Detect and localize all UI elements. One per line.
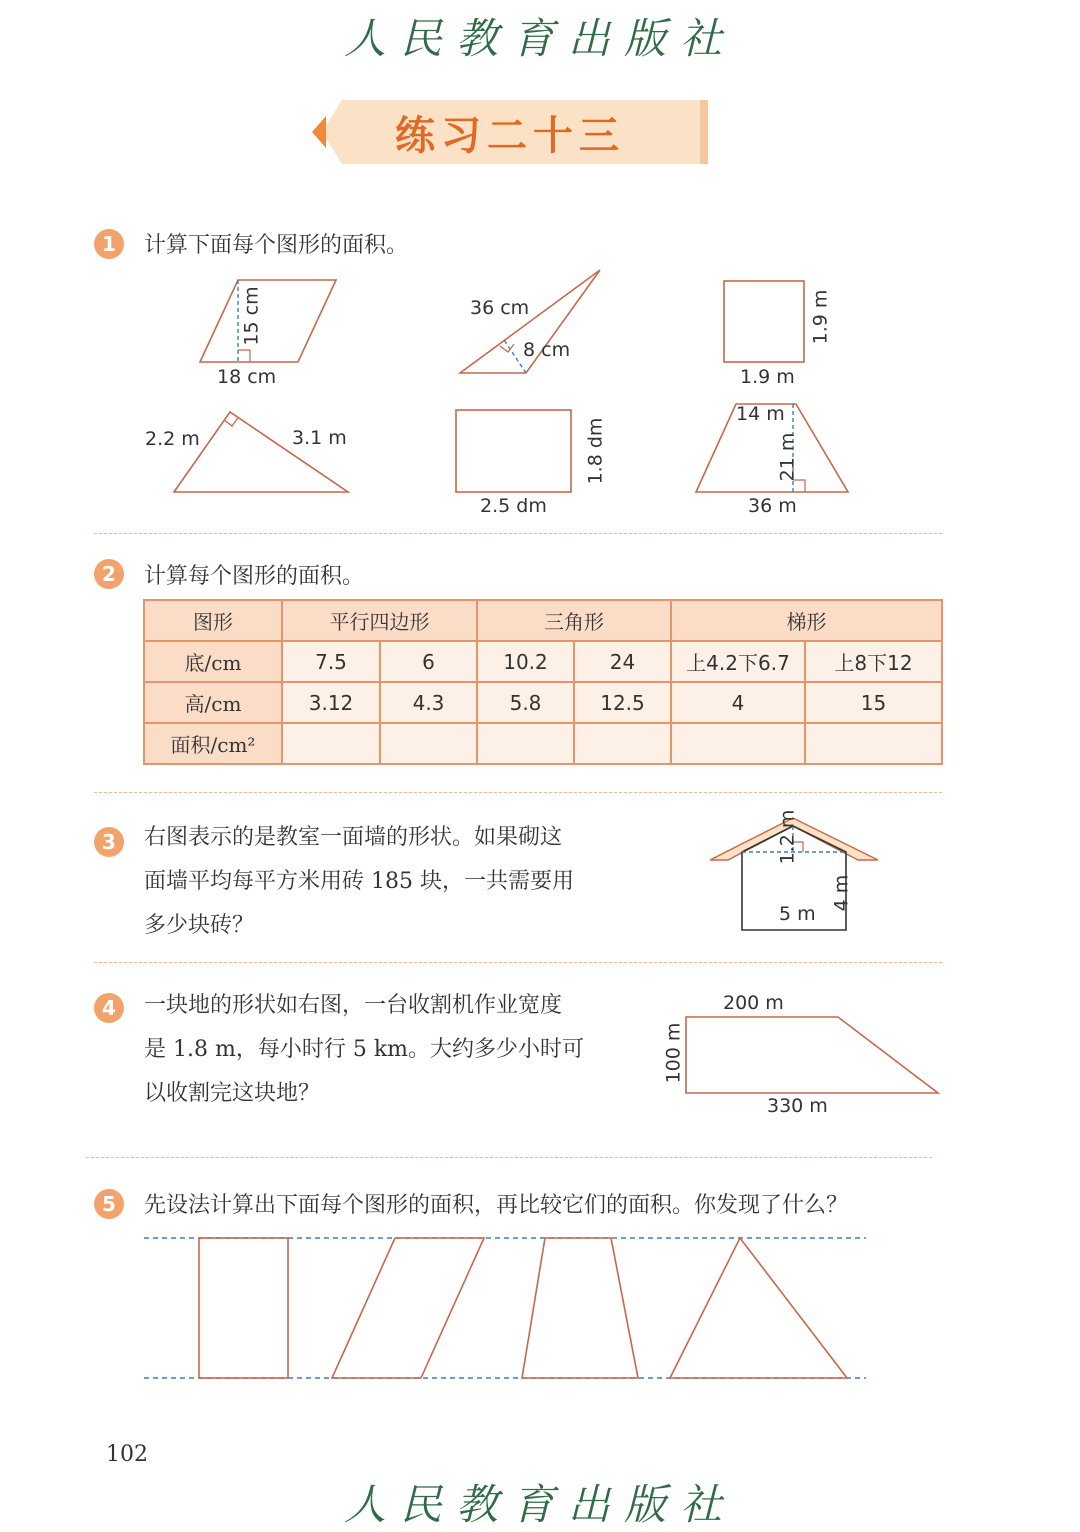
table-row-label: 面积/cm² xyxy=(144,723,282,764)
question-3-line: 面墙平均每平方米用砖 185 块，一共需要用 xyxy=(144,869,574,894)
table-cell: 4.3 xyxy=(380,682,477,723)
publisher-watermark-top: 人民教育出版社 xyxy=(343,14,736,63)
field-height-label: 100 m xyxy=(662,1022,685,1084)
question-2-text: 计算每个图形的面积。 xyxy=(144,564,365,589)
rtri-left-label: 2.2 m xyxy=(145,428,200,450)
table-row-label: 底/cm xyxy=(144,641,282,682)
wall-width-label: 5 m xyxy=(779,903,816,925)
table-header-cell: 三角形 xyxy=(477,600,671,641)
wall-height-label: 4 m xyxy=(830,874,853,912)
question-1-text: 计算下面每个图形的面积。 xyxy=(144,233,409,258)
question-3-badge: 3 xyxy=(94,827,124,857)
question-3-line: 多少块砖？ xyxy=(144,913,255,938)
para-height-label: 15 cm xyxy=(240,286,263,346)
trap-bottom-label: 36 m xyxy=(748,495,797,517)
table-header-cell: 梯形 xyxy=(671,600,942,641)
question-2-badge: 2 xyxy=(94,559,124,589)
trap-top-label: 14 m xyxy=(736,403,785,425)
table-cell: 5.8 xyxy=(477,682,574,723)
table-cell: 3.12 xyxy=(282,682,380,723)
table-row-label: 高/cm xyxy=(144,682,282,723)
question-5-badge: 5 xyxy=(94,1189,124,1219)
table-cell: 4 xyxy=(671,682,805,723)
square-bottom-label: 1.9 m xyxy=(740,366,795,388)
rect-base-label: 2.5 dm xyxy=(480,495,547,517)
table-cell: 7.5 xyxy=(282,641,380,682)
rtri-right-label: 3.1 m xyxy=(292,427,347,449)
question-4-line: 以收割完这块地？ xyxy=(144,1081,321,1106)
table-cell: 上8下12 xyxy=(805,641,942,682)
rect-height-label: 1.8 dm xyxy=(584,417,607,485)
publisher-watermark-bottom: 人民教育出版社 xyxy=(343,1480,736,1529)
question-5-text: 先设法计算出下面每个图形的面积，再比较它们的面积。你发现了什么？ xyxy=(144,1193,849,1218)
question-3-line: 右图表示的是教室一面墙的形状。如果砌这 xyxy=(144,825,563,850)
table-header-cell: 图形 xyxy=(144,600,282,641)
wall-roof-height-label: 1.2 m xyxy=(776,809,799,865)
exercise-title: 练习二十三 xyxy=(395,112,625,159)
table-cell: 6 xyxy=(380,641,477,682)
page-number: 102 xyxy=(106,1442,148,1467)
para-base-label: 18 cm xyxy=(217,366,277,388)
question-4-line: 一块地的形状如右图，一台收割机作业宽度 xyxy=(144,993,563,1018)
field-top-label: 200 m xyxy=(723,992,784,1014)
table-cell: 上4.2下6.7 xyxy=(671,641,805,682)
field-bottom-label: 330 m xyxy=(767,1095,828,1117)
square-side-label: 1.9 m xyxy=(809,289,832,345)
question-1-badge: 1 xyxy=(94,229,124,259)
table-cell: 24 xyxy=(574,641,671,682)
trap-height-label: 21 m xyxy=(776,432,799,482)
question-4-badge: 4 xyxy=(94,993,124,1023)
table-header-cell: 平行四边形 xyxy=(282,600,477,641)
tri1-side-label: 36 cm xyxy=(470,297,530,319)
table-cell: 15 xyxy=(805,682,942,723)
tri1-height-label: 8 cm xyxy=(523,339,571,361)
question-4-line: 是 1.8 m，每小时行 5 km。大约多少小时可 xyxy=(144,1037,585,1062)
table-cell: 10.2 xyxy=(477,641,574,682)
table-cell: 12.5 xyxy=(574,682,671,723)
